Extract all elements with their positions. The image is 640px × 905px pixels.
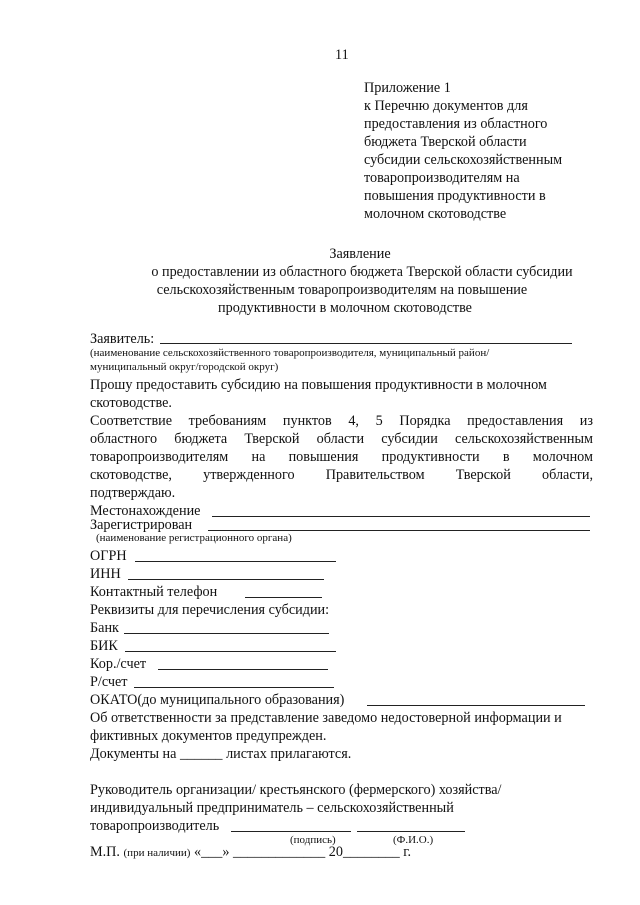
- applicant-hint: (наименование сельскохозяйственного товаропроизводителя, муниципальный район/: [90, 347, 490, 359]
- appendix-line: Приложение 1: [364, 80, 451, 96]
- applicant-field[interactable]: [160, 343, 572, 344]
- inn-field[interactable]: [128, 579, 324, 580]
- year-prefix: 20: [328, 844, 343, 860]
- page-number: 11: [335, 47, 349, 63]
- documents-count-field[interactable]: ______: [179, 746, 223, 762]
- request-text: скотоводстве.: [90, 395, 172, 411]
- ogrn-label: ОГРН: [90, 548, 127, 564]
- appendix-line: субсидии сельскохозяйственным: [364, 152, 563, 168]
- signature-field[interactable]: [231, 831, 351, 832]
- year-field[interactable]: ________: [342, 844, 400, 860]
- head-text: товаропроизводитель: [90, 818, 220, 834]
- compliance-text: скотоводстве, утвержденного Правительством Тверской области,: [90, 467, 593, 483]
- phone-field[interactable]: [245, 597, 322, 598]
- ogrn-field[interactable]: [135, 561, 336, 562]
- registered-hint: (наименование регистрационного органа): [96, 532, 292, 544]
- account-field[interactable]: [134, 687, 334, 688]
- registered-label: Зарегистрирован: [90, 517, 193, 533]
- request-text: Прошу предоставить субсидию на повышения продуктивности в молочном: [90, 377, 547, 393]
- full-name-field[interactable]: [357, 831, 465, 832]
- stamp-note: (при наличии): [123, 847, 191, 859]
- date-close-quote: »: [222, 844, 230, 860]
- inn-label: ИНН: [90, 566, 121, 582]
- okato-field[interactable]: [367, 705, 585, 706]
- compliance-text: подтверждаю.: [90, 485, 176, 501]
- title-heading: Заявление: [329, 246, 391, 262]
- title-line: продуктивности в молочном скотоводстве: [218, 300, 472, 316]
- appendix-line: товаропроизводителям на: [364, 170, 520, 186]
- title-line: о предоставлении из областного бюджета Тверской области субсидии: [151, 264, 573, 280]
- documents-line: [90, 745, 351, 763]
- requisites-label: Реквизиты для перечисления субсидии:: [90, 602, 330, 618]
- appendix-line: предоставления из областного: [364, 116, 548, 132]
- full-name-hint: (Ф.И.О.): [393, 834, 434, 846]
- head-text: индивидуальный предприниматель – сельскохозяйственный: [90, 800, 454, 816]
- head-text: Руководитель организации/ крестьянского (фермерского) хозяйства/: [90, 782, 502, 798]
- date-open-quote: «: [193, 844, 202, 860]
- signature-hint: (подпись): [290, 834, 336, 846]
- compliance-text: областного бюджета Тверской области субсидии сельскохозяйственным: [90, 431, 593, 447]
- date-month-field[interactable]: _____________: [232, 844, 326, 860]
- date-day-field[interactable]: ___: [201, 844, 223, 860]
- location-field[interactable]: [212, 516, 590, 517]
- responsibility-text: фиктивных документов предупрежден.: [90, 728, 327, 744]
- compliance-text: товаропроизводителям на повышения продуктивности в молочном: [90, 449, 593, 465]
- okato-label: ОКАТО(до муниципального образования): [90, 692, 345, 708]
- bank-label: Банк: [90, 620, 119, 636]
- year-suffix: г.: [403, 844, 411, 860]
- documents-prefix: Документы на: [90, 746, 177, 762]
- bik-label: БИК: [90, 638, 118, 654]
- phone-label: Контактный телефон: [90, 584, 218, 600]
- documents-suffix: листах прилагаются.: [226, 746, 352, 762]
- corr-account-label: Кор./счет: [90, 656, 147, 672]
- title-line: сельскохозяйственным товаропроизводителям на повышение: [156, 282, 528, 298]
- bank-field[interactable]: [124, 633, 329, 634]
- stamp-label: М.П.: [90, 844, 120, 860]
- applicant-hint: муниципальный округ/городской округ): [90, 361, 279, 373]
- location-label: Местонахождение: [90, 503, 201, 519]
- responsibility-text: Об ответственности за представление заведомо недостоверной информации и: [90, 710, 562, 726]
- appendix-line: повышения продуктивности в: [364, 188, 546, 204]
- appendix-line: бюджета Тверской области: [364, 134, 527, 150]
- compliance-text: Соответствие требованиям пунктов 4, 5 Порядка предоставления из: [90, 413, 593, 429]
- stamp-date-line: [90, 843, 411, 861]
- account-label: Р/счет: [90, 674, 128, 690]
- bik-field[interactable]: [125, 651, 336, 652]
- appendix-line: к Перечню документов для: [364, 98, 528, 114]
- corr-account-field[interactable]: [158, 669, 328, 670]
- applicant-label: Заявитель:: [90, 331, 155, 347]
- appendix-line: молочном скотоводстве: [364, 206, 507, 222]
